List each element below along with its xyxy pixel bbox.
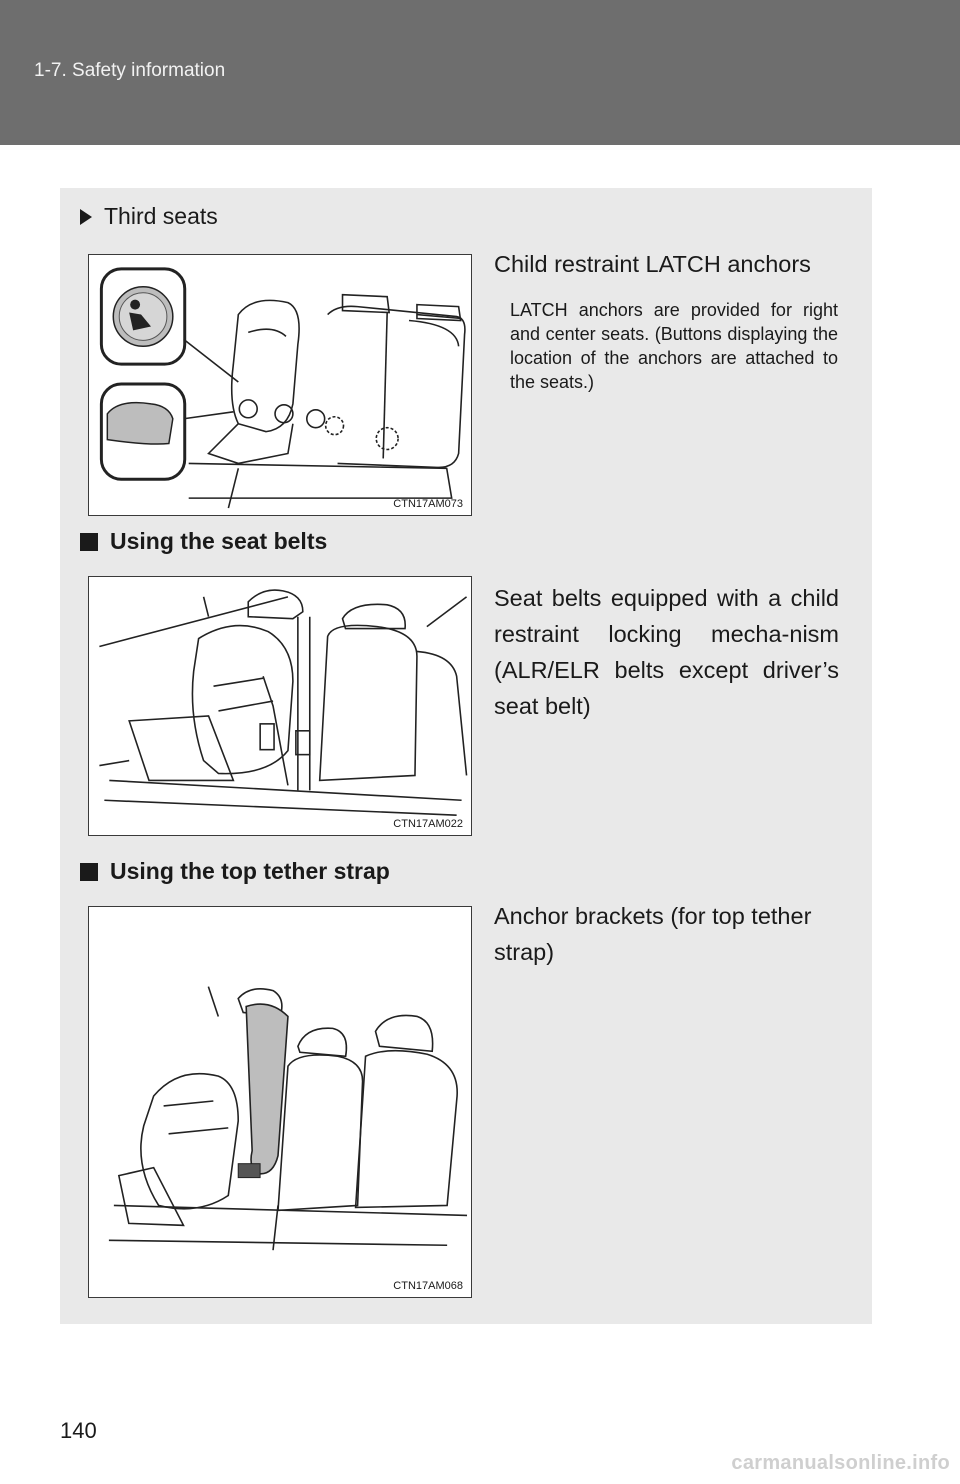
page-header xyxy=(0,0,960,145)
seat-belts-figure xyxy=(88,576,472,836)
figure-code: CTN17AM022 xyxy=(393,818,463,830)
latch-anchors-figure xyxy=(88,254,472,516)
latch-anchors-illustration xyxy=(89,255,471,515)
arrow-bullet-icon xyxy=(80,209,92,225)
seat-belts-illustration xyxy=(89,577,471,835)
figure-code: CTN17AM068 xyxy=(393,1280,463,1292)
latch-anchors-note: LATCH anchors are provided for right and center seats. (Buttons displaying the location of the anchors are attached to the seats.) xyxy=(510,300,838,392)
seat-belts-heading xyxy=(80,528,327,555)
square-bullet-icon xyxy=(80,863,98,881)
latch-anchors-caption: Child restraint LATCH anchors xyxy=(494,251,811,277)
figure-code: CTN17AM073 xyxy=(393,498,463,510)
top-tether-heading xyxy=(80,858,390,885)
top-tether-illustration xyxy=(89,907,471,1297)
seat-belts-heading-text: Using the seat belts xyxy=(110,528,328,554)
seat-belts-caption: Seat belts equipped with a child restraint locking mecha-nism (ALR/ELR belts except driver’s seat belt) xyxy=(494,585,839,719)
third-seats-heading-text: Third seats xyxy=(104,203,218,229)
third-seats-heading xyxy=(80,203,218,230)
top-tether-heading-text: Using the top tether strap xyxy=(110,858,390,884)
square-bullet-icon xyxy=(80,533,98,551)
watermark: carmanualsonline.info xyxy=(731,1452,950,1474)
page-number: 140 xyxy=(60,1418,97,1443)
top-tether-caption: Anchor brackets (for top tether strap) xyxy=(494,903,812,965)
top-tether-figure xyxy=(88,906,472,1298)
section-title: 1-7. Safety information xyxy=(34,60,226,81)
